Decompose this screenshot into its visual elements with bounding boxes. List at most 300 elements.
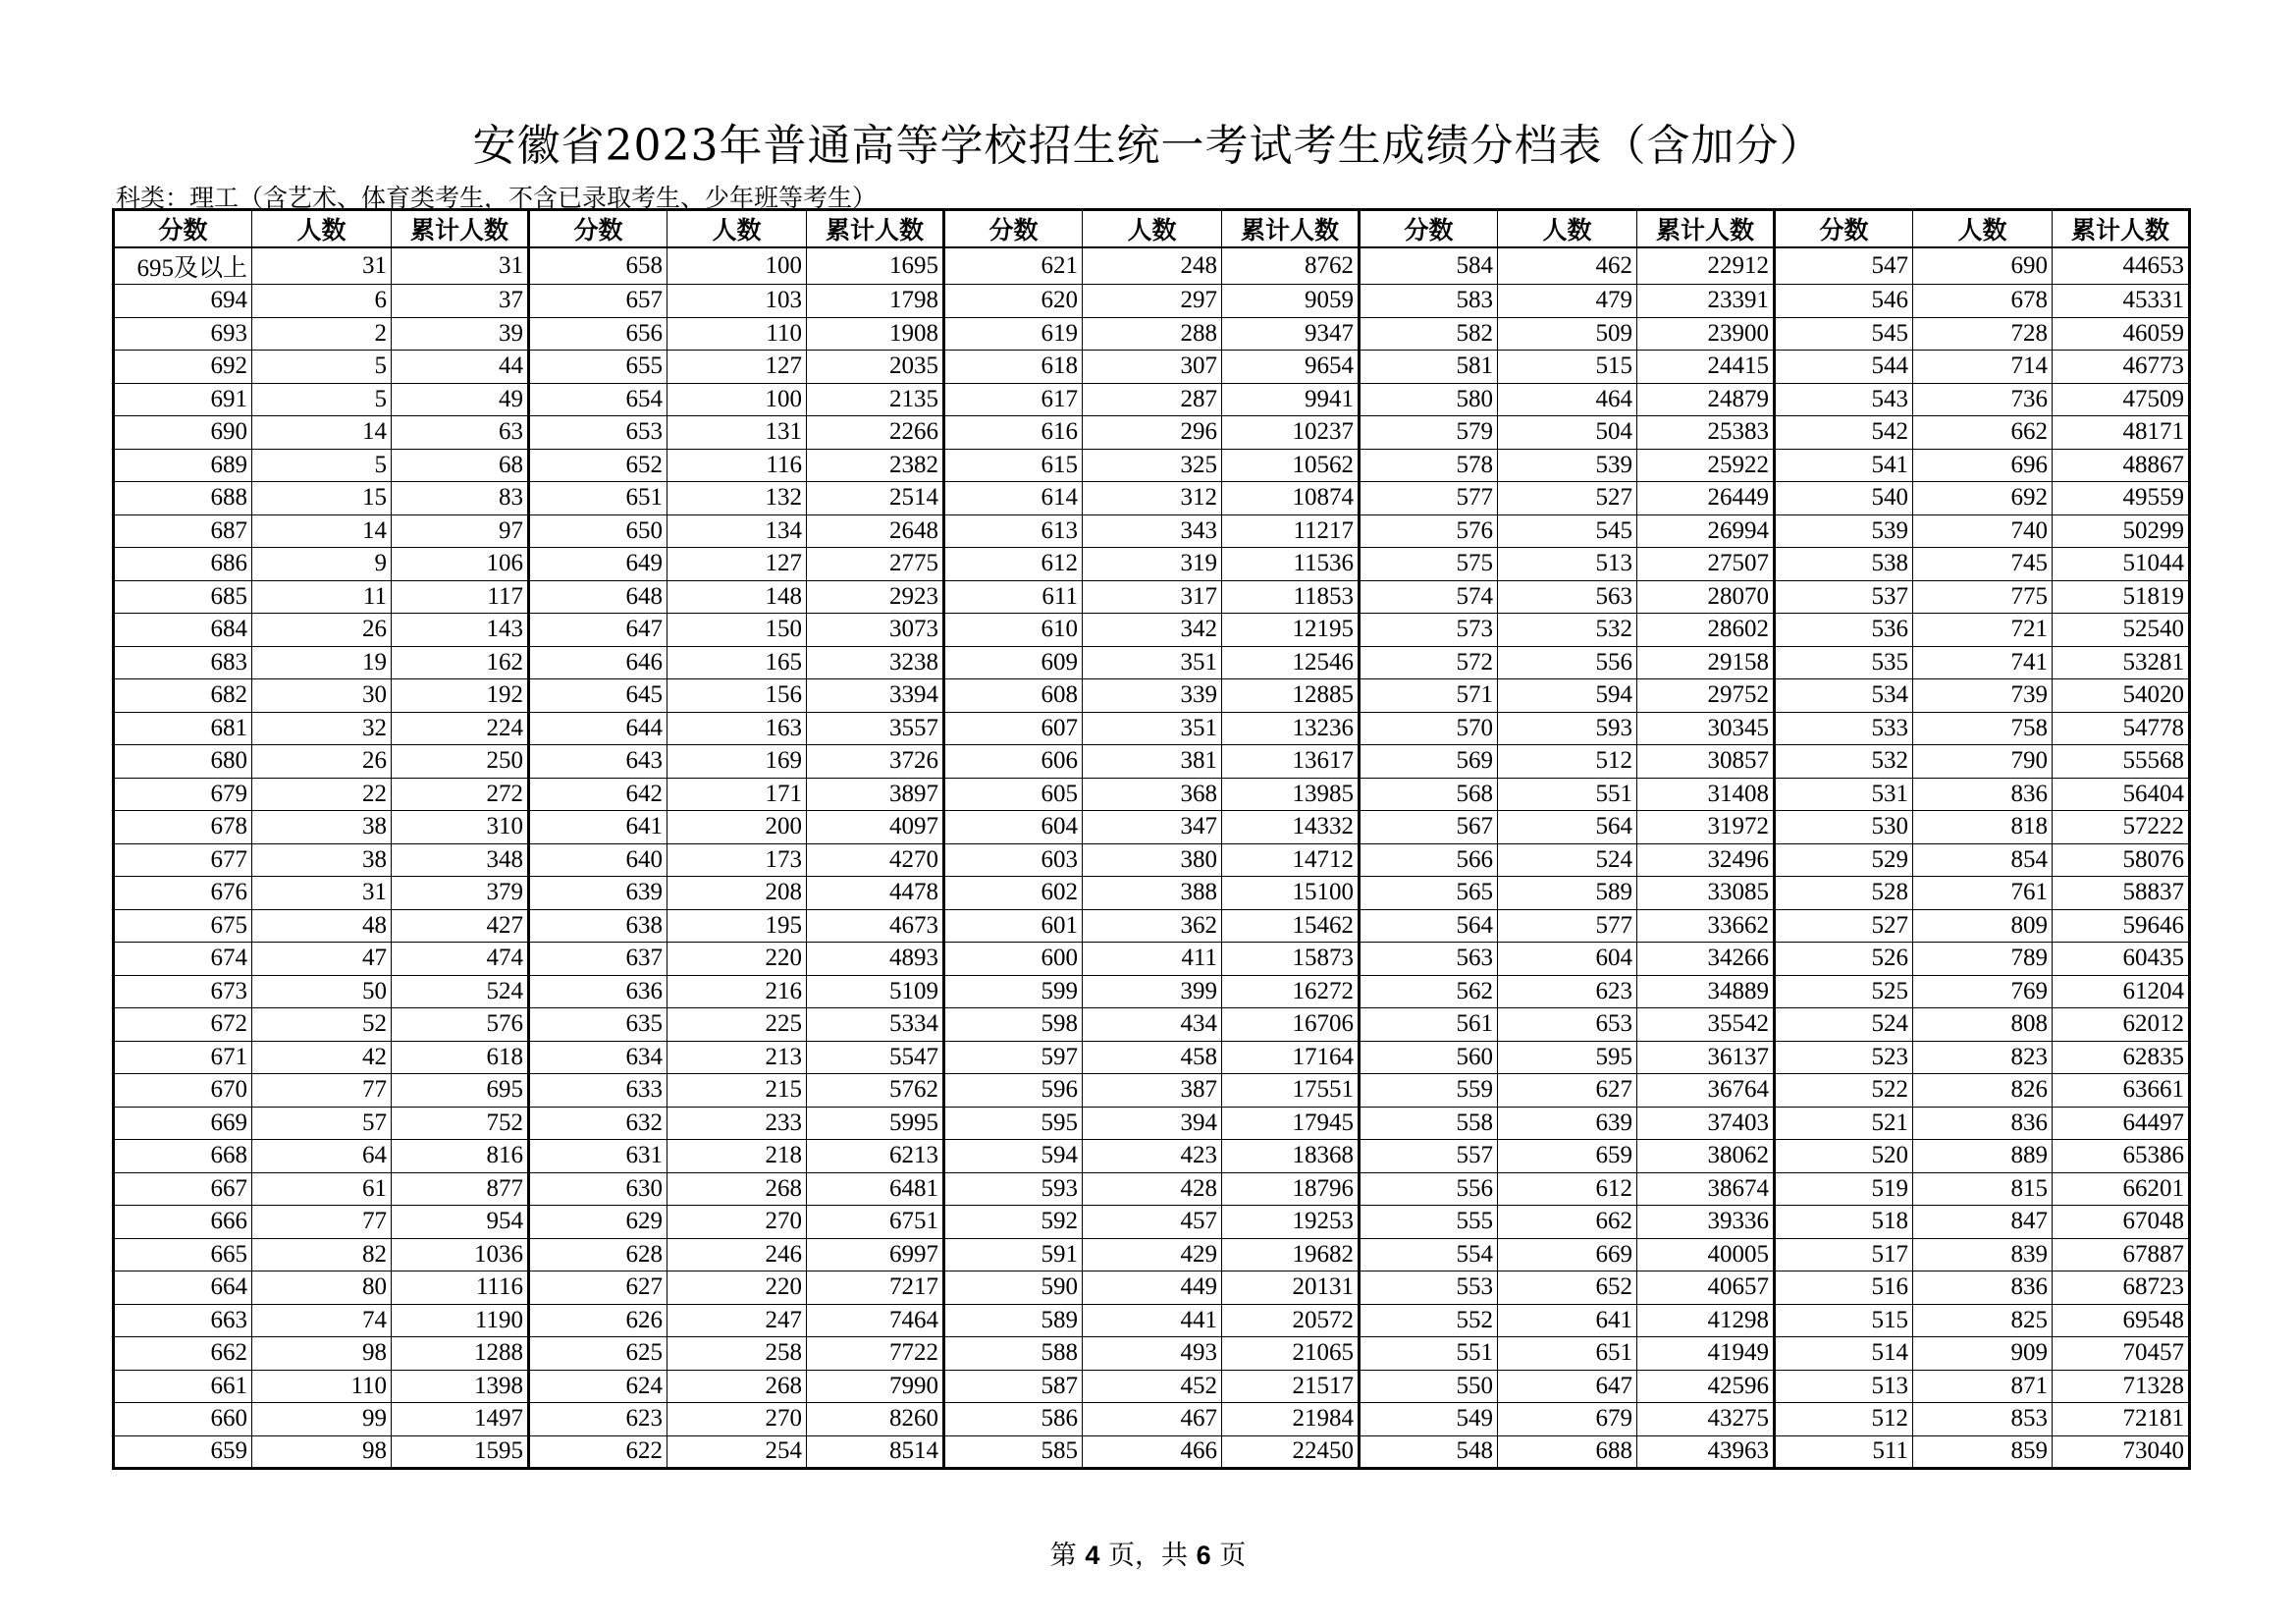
score-cell: 680 <box>114 745 252 779</box>
score-cell: 613 <box>944 514 1083 548</box>
score-cell: 538 <box>1775 548 1913 581</box>
count-cell: 387 <box>1083 1074 1222 1108</box>
count-cell: 563 <box>1498 580 1637 614</box>
column-header: 累计人数 <box>392 210 529 248</box>
cumulative-cell: 49559 <box>2053 482 2190 515</box>
score-cell: 688 <box>114 482 252 515</box>
score-cell: 546 <box>1775 285 1913 318</box>
count-cell: 594 <box>1498 679 1637 713</box>
cumulative-cell: 2382 <box>807 449 944 482</box>
score-cell: 639 <box>529 877 667 910</box>
cumulative-cell: 877 <box>392 1172 529 1206</box>
score-cell: 677 <box>114 843 252 877</box>
count-cell: 343 <box>1083 514 1222 548</box>
cumulative-cell: 192 <box>392 679 529 713</box>
cumulative-cell: 17164 <box>1222 1041 1360 1074</box>
score-cell: 685 <box>114 580 252 614</box>
cumulative-cell: 1398 <box>392 1370 529 1403</box>
count-cell: 156 <box>667 679 807 713</box>
score-cell: 595 <box>944 1107 1083 1140</box>
score-cell: 626 <box>529 1304 667 1337</box>
count-cell: 215 <box>667 1074 807 1108</box>
count-cell: 42 <box>252 1041 392 1074</box>
score-cell: 568 <box>1360 778 1498 811</box>
score-cell: 684 <box>114 614 252 647</box>
cumulative-cell: 30857 <box>1637 745 1775 779</box>
score-cell: 643 <box>529 745 667 779</box>
cumulative-cell: 11853 <box>1222 580 1360 614</box>
score-cell: 587 <box>944 1370 1083 1403</box>
cumulative-cell: 72181 <box>2053 1403 2190 1436</box>
count-cell: 789 <box>1913 943 2053 976</box>
score-cell: 636 <box>529 975 667 1008</box>
count-cell: 82 <box>252 1238 392 1271</box>
cumulative-cell: 59646 <box>2053 909 2190 943</box>
cumulative-cell: 53281 <box>2053 646 2190 679</box>
count-cell: 5 <box>252 351 392 384</box>
cumulative-cell: 21065 <box>1222 1337 1360 1371</box>
cumulative-cell: 56404 <box>2053 778 2190 811</box>
score-cell: 668 <box>114 1140 252 1173</box>
count-cell: 351 <box>1083 646 1222 679</box>
table-row <box>114 580 2190 614</box>
score-cell: 590 <box>944 1271 1083 1305</box>
cumulative-cell: 66201 <box>2053 1172 2190 1206</box>
column-header: 分数 <box>944 210 1083 248</box>
cumulative-cell: 36137 <box>1637 1041 1775 1074</box>
score-cell: 675 <box>114 909 252 943</box>
cumulative-cell: 24415 <box>1637 351 1775 384</box>
table-row <box>114 285 2190 318</box>
cumulative-cell: 117 <box>392 580 529 614</box>
score-cell: 540 <box>1775 482 1913 515</box>
count-cell: 317 <box>1083 580 1222 614</box>
cumulative-cell: 2514 <box>807 482 944 515</box>
score-cell: 628 <box>529 1238 667 1271</box>
cumulative-cell: 61204 <box>2053 975 2190 1008</box>
score-cell: 519 <box>1775 1172 1913 1206</box>
cumulative-cell: 6213 <box>807 1140 944 1173</box>
score-cell: 627 <box>529 1271 667 1305</box>
count-cell: 836 <box>1913 778 2053 811</box>
score-cell: 653 <box>529 416 667 450</box>
score-cell: 531 <box>1775 778 1913 811</box>
cumulative-cell: 15100 <box>1222 877 1360 910</box>
count-cell: 551 <box>1498 778 1637 811</box>
count-cell: 394 <box>1083 1107 1222 1140</box>
score-cell: 630 <box>529 1172 667 1206</box>
count-cell: 368 <box>1083 778 1222 811</box>
score-cell: 694 <box>114 285 252 318</box>
count-cell: 225 <box>667 1008 807 1042</box>
footer-total-pages: 6 <box>1196 1541 1211 1570</box>
table-row <box>114 317 2190 351</box>
count-cell: 288 <box>1083 317 1222 351</box>
table-row <box>114 548 2190 581</box>
cumulative-cell: 25922 <box>1637 449 1775 482</box>
table-row <box>114 1370 2190 1403</box>
column-header: 人数 <box>1083 210 1222 248</box>
count-cell: 692 <box>1913 482 2053 515</box>
count-cell: 679 <box>1498 1403 1637 1436</box>
table-row <box>114 1107 2190 1140</box>
score-cell: 657 <box>529 285 667 318</box>
count-cell: 428 <box>1083 1172 1222 1206</box>
cumulative-cell: 695 <box>392 1074 529 1108</box>
score-cell: 652 <box>529 449 667 482</box>
score-cell: 524 <box>1775 1008 1913 1042</box>
cumulative-cell: 35542 <box>1637 1008 1775 1042</box>
cumulative-cell: 9347 <box>1222 317 1360 351</box>
cumulative-cell: 10562 <box>1222 449 1360 482</box>
score-cell: 651 <box>529 482 667 515</box>
footer-page-number: 4 <box>1085 1541 1100 1570</box>
cumulative-cell: 1190 <box>392 1304 529 1337</box>
score-cell: 664 <box>114 1271 252 1305</box>
count-cell: 859 <box>1913 1435 2053 1469</box>
column-header: 累计人数 <box>807 210 944 248</box>
score-cell: 512 <box>1775 1403 1913 1436</box>
count-cell: 524 <box>1498 843 1637 877</box>
cumulative-cell: 5334 <box>807 1008 944 1042</box>
cumulative-cell: 21984 <box>1222 1403 1360 1436</box>
cumulative-cell: 46773 <box>2053 351 2190 384</box>
score-cell: 631 <box>529 1140 667 1173</box>
count-cell: 429 <box>1083 1238 1222 1271</box>
count-cell: 254 <box>667 1435 807 1469</box>
score-cell: 598 <box>944 1008 1083 1042</box>
cumulative-cell: 5762 <box>807 1074 944 1108</box>
cumulative-cell: 4097 <box>807 811 944 844</box>
score-cell: 566 <box>1360 843 1498 877</box>
count-cell: 539 <box>1498 449 1637 482</box>
count-cell: 652 <box>1498 1271 1637 1305</box>
count-cell: 14 <box>252 416 392 450</box>
cumulative-cell: 22912 <box>1637 247 1775 285</box>
score-cell: 545 <box>1775 317 1913 351</box>
count-cell: 208 <box>667 877 807 910</box>
cumulative-cell: 1116 <box>392 1271 529 1305</box>
cumulative-cell: 68 <box>392 449 529 482</box>
score-cell: 649 <box>529 548 667 581</box>
footer-prefix: 第 <box>1049 1541 1086 1571</box>
score-cell: 654 <box>529 383 667 416</box>
score-cell: 600 <box>944 943 1083 976</box>
score-cell: 518 <box>1775 1206 1913 1239</box>
count-cell: 826 <box>1913 1074 2053 1108</box>
cumulative-cell: 7217 <box>807 1271 944 1305</box>
score-cell: 612 <box>944 548 1083 581</box>
count-cell: 307 <box>1083 351 1222 384</box>
score-cell: 526 <box>1775 943 1913 976</box>
table-row <box>114 247 2190 285</box>
count-cell: 662 <box>1498 1206 1637 1239</box>
count-cell: 165 <box>667 646 807 679</box>
table-row <box>114 351 2190 384</box>
score-cell: 558 <box>1360 1107 1498 1140</box>
count-cell: 595 <box>1498 1041 1637 1074</box>
count-cell: 80 <box>252 1271 392 1305</box>
score-cell: 647 <box>529 614 667 647</box>
count-cell: 641 <box>1498 1304 1637 1337</box>
cumulative-cell: 816 <box>392 1140 529 1173</box>
cumulative-cell: 13617 <box>1222 745 1360 779</box>
cumulative-cell: 32496 <box>1637 843 1775 877</box>
score-cell: 528 <box>1775 877 1913 910</box>
score-cell: 678 <box>114 811 252 844</box>
count-cell: 173 <box>667 843 807 877</box>
cumulative-cell: 42596 <box>1637 1370 1775 1403</box>
cumulative-cell: 8762 <box>1222 247 1360 285</box>
table-row <box>114 745 2190 779</box>
score-cell: 673 <box>114 975 252 1008</box>
table-row <box>114 778 2190 811</box>
count-cell: 6 <box>252 285 392 318</box>
count-cell: 651 <box>1498 1337 1637 1371</box>
count-cell: 452 <box>1083 1370 1222 1403</box>
cumulative-cell: 37 <box>392 285 529 318</box>
score-cell: 593 <box>944 1172 1083 1206</box>
count-cell: 61 <box>252 1172 392 1206</box>
count-cell: 26 <box>252 745 392 779</box>
cumulative-cell: 14332 <box>1222 811 1360 844</box>
count-cell: 77 <box>252 1206 392 1239</box>
cumulative-cell: 8260 <box>807 1403 944 1436</box>
score-cell: 594 <box>944 1140 1083 1173</box>
score-cell: 618 <box>944 351 1083 384</box>
score-cell: 633 <box>529 1074 667 1108</box>
column-header: 分数 <box>1360 210 1498 248</box>
count-cell: 739 <box>1913 679 2053 713</box>
cumulative-cell: 21517 <box>1222 1370 1360 1403</box>
table-row <box>114 1403 2190 1436</box>
score-cell: 564 <box>1360 909 1498 943</box>
count-cell: 513 <box>1498 548 1637 581</box>
cumulative-cell: 2035 <box>807 351 944 384</box>
count-cell: 22 <box>252 778 392 811</box>
table-row <box>114 416 2190 450</box>
score-cell: 601 <box>944 909 1083 943</box>
table-row <box>114 811 2190 844</box>
count-cell: 233 <box>667 1107 807 1140</box>
count-cell: 77 <box>252 1074 392 1108</box>
count-cell: 740 <box>1913 514 2053 548</box>
count-cell: 809 <box>1913 909 2053 943</box>
category-subtitle: 科类：理工（含艺术、体育类考生，不含已录取考生、少年班等考生） <box>116 184 878 212</box>
cumulative-cell: 52540 <box>2053 614 2190 647</box>
cumulative-cell: 26449 <box>1637 482 1775 515</box>
column-header: 人数 <box>1498 210 1637 248</box>
score-cell: 554 <box>1360 1238 1498 1271</box>
count-cell: 758 <box>1913 712 2053 745</box>
column-header: 分数 <box>529 210 667 248</box>
cumulative-cell: 31408 <box>1637 778 1775 811</box>
count-cell: 150 <box>667 614 807 647</box>
column-header: 累计人数 <box>1637 210 1775 248</box>
cumulative-cell: 14712 <box>1222 843 1360 877</box>
cumulative-cell: 67048 <box>2053 1206 2190 1239</box>
table-row <box>114 646 2190 679</box>
count-cell: 527 <box>1498 482 1637 515</box>
count-cell: 839 <box>1913 1238 2053 1271</box>
table-row <box>114 1271 2190 1305</box>
count-cell: 449 <box>1083 1271 1222 1305</box>
score-cell: 521 <box>1775 1107 1913 1140</box>
count-cell: 103 <box>667 285 807 318</box>
count-cell: 325 <box>1083 449 1222 482</box>
count-cell: 825 <box>1913 1304 2053 1337</box>
cumulative-cell: 1595 <box>392 1435 529 1469</box>
count-cell: 761 <box>1913 877 2053 910</box>
count-cell: 258 <box>667 1337 807 1371</box>
score-cell: 535 <box>1775 646 1913 679</box>
cumulative-cell: 6751 <box>807 1206 944 1239</box>
score-cell: 623 <box>529 1403 667 1436</box>
cumulative-cell: 33085 <box>1637 877 1775 910</box>
cumulative-cell: 19682 <box>1222 1238 1360 1271</box>
cumulative-cell: 48171 <box>2053 416 2190 450</box>
cumulative-cell: 3394 <box>807 679 944 713</box>
score-cell: 574 <box>1360 580 1498 614</box>
count-cell: 593 <box>1498 712 1637 745</box>
score-cell: 634 <box>529 1041 667 1074</box>
score-cell: 624 <box>529 1370 667 1403</box>
cumulative-cell: 54020 <box>2053 679 2190 713</box>
score-cell: 655 <box>529 351 667 384</box>
score-cell: 555 <box>1360 1206 1498 1239</box>
score-cell: 588 <box>944 1337 1083 1371</box>
count-cell: 411 <box>1083 943 1222 976</box>
score-cell: 571 <box>1360 679 1498 713</box>
score-cell: 610 <box>944 614 1083 647</box>
cumulative-cell: 19253 <box>1222 1206 1360 1239</box>
table-row <box>114 1238 2190 1271</box>
count-cell: 556 <box>1498 646 1637 679</box>
score-cell: 597 <box>944 1041 1083 1074</box>
footer-middle: 页，共 <box>1099 1541 1197 1571</box>
score-cell: 556 <box>1360 1172 1498 1206</box>
cumulative-cell: 2266 <box>807 416 944 450</box>
cumulative-cell: 47509 <box>2053 383 2190 416</box>
score-cell: 599 <box>944 975 1083 1008</box>
cumulative-cell: 36764 <box>1637 1074 1775 1108</box>
score-cell: 585 <box>944 1435 1083 1469</box>
score-distribution-table <box>112 208 2191 1470</box>
count-cell: 362 <box>1083 909 1222 943</box>
count-cell: 653 <box>1498 1008 1637 1042</box>
score-cell: 607 <box>944 712 1083 745</box>
cumulative-cell: 224 <box>392 712 529 745</box>
count-cell: 5 <box>252 449 392 482</box>
score-cell: 693 <box>114 317 252 351</box>
score-cell: 670 <box>114 1074 252 1108</box>
count-cell: 131 <box>667 416 807 450</box>
cumulative-cell: 9059 <box>1222 285 1360 318</box>
score-cell: 616 <box>944 416 1083 450</box>
count-cell: 790 <box>1913 745 2053 779</box>
count-cell: 296 <box>1083 416 1222 450</box>
count-cell: 659 <box>1498 1140 1637 1173</box>
cumulative-cell: 65386 <box>2053 1140 2190 1173</box>
count-cell: 808 <box>1913 1008 2053 1042</box>
count-cell: 721 <box>1913 614 2053 647</box>
score-cell: 516 <box>1775 1271 1913 1305</box>
table-header-row <box>114 210 2190 248</box>
score-cell: 520 <box>1775 1140 1913 1173</box>
cumulative-cell: 6997 <box>807 1238 944 1271</box>
cumulative-cell: 60435 <box>2053 943 2190 976</box>
cumulative-cell: 29158 <box>1637 646 1775 679</box>
column-header: 分数 <box>1775 210 1913 248</box>
cumulative-cell: 34889 <box>1637 975 1775 1008</box>
count-cell: 623 <box>1498 975 1637 1008</box>
score-cell: 611 <box>944 580 1083 614</box>
table-row <box>114 679 2190 713</box>
cumulative-cell: 576 <box>392 1008 529 1042</box>
cumulative-cell: 45331 <box>2053 285 2190 318</box>
count-cell: 647 <box>1498 1370 1637 1403</box>
count-cell: 714 <box>1913 351 2053 384</box>
count-cell: 38 <box>252 811 392 844</box>
score-cell: 645 <box>529 679 667 713</box>
score-cell: 543 <box>1775 383 1913 416</box>
cumulative-cell: 67887 <box>2053 1238 2190 1271</box>
count-cell: 493 <box>1083 1337 1222 1371</box>
count-cell: 823 <box>1913 1041 2053 1074</box>
cumulative-cell: 4270 <box>807 843 944 877</box>
score-cell: 667 <box>114 1172 252 1206</box>
count-cell: 171 <box>667 778 807 811</box>
count-cell: 690 <box>1913 247 2053 285</box>
table-row <box>114 1074 2190 1108</box>
score-cell: 563 <box>1360 943 1498 976</box>
cumulative-cell: 106 <box>392 548 529 581</box>
count-cell: 98 <box>252 1435 392 1469</box>
count-cell: 74 <box>252 1304 392 1337</box>
count-cell: 604 <box>1498 943 1637 976</box>
count-cell: 853 <box>1913 1403 2053 1436</box>
cumulative-cell: 1908 <box>807 317 944 351</box>
score-cell: 625 <box>529 1337 667 1371</box>
score-cell: 586 <box>944 1403 1083 1436</box>
cumulative-cell: 12885 <box>1222 679 1360 713</box>
score-cell: 532 <box>1775 745 1913 779</box>
score-cell: 665 <box>114 1238 252 1271</box>
count-cell: 434 <box>1083 1008 1222 1042</box>
score-cell: 576 <box>1360 514 1498 548</box>
score-cell: 620 <box>944 285 1083 318</box>
count-cell: 2 <box>252 317 392 351</box>
count-cell: 50 <box>252 975 392 1008</box>
count-cell: 457 <box>1083 1206 1222 1239</box>
count-cell: 769 <box>1913 975 2053 1008</box>
score-cell: 596 <box>944 1074 1083 1108</box>
score-cell: 676 <box>114 877 252 910</box>
cumulative-cell: 46059 <box>2053 317 2190 351</box>
count-cell: 100 <box>667 247 807 285</box>
score-cell: 541 <box>1775 449 1913 482</box>
cumulative-cell: 20131 <box>1222 1271 1360 1305</box>
score-cell: 575 <box>1360 548 1498 581</box>
cumulative-cell: 63661 <box>2053 1074 2190 1108</box>
page-footer <box>0 1534 2296 1572</box>
count-cell: 532 <box>1498 614 1637 647</box>
cumulative-cell: 15462 <box>1222 909 1360 943</box>
cumulative-cell: 16706 <box>1222 1008 1360 1042</box>
score-cell: 582 <box>1360 317 1498 351</box>
cumulative-cell: 50299 <box>2053 514 2190 548</box>
count-cell: 14 <box>252 514 392 548</box>
